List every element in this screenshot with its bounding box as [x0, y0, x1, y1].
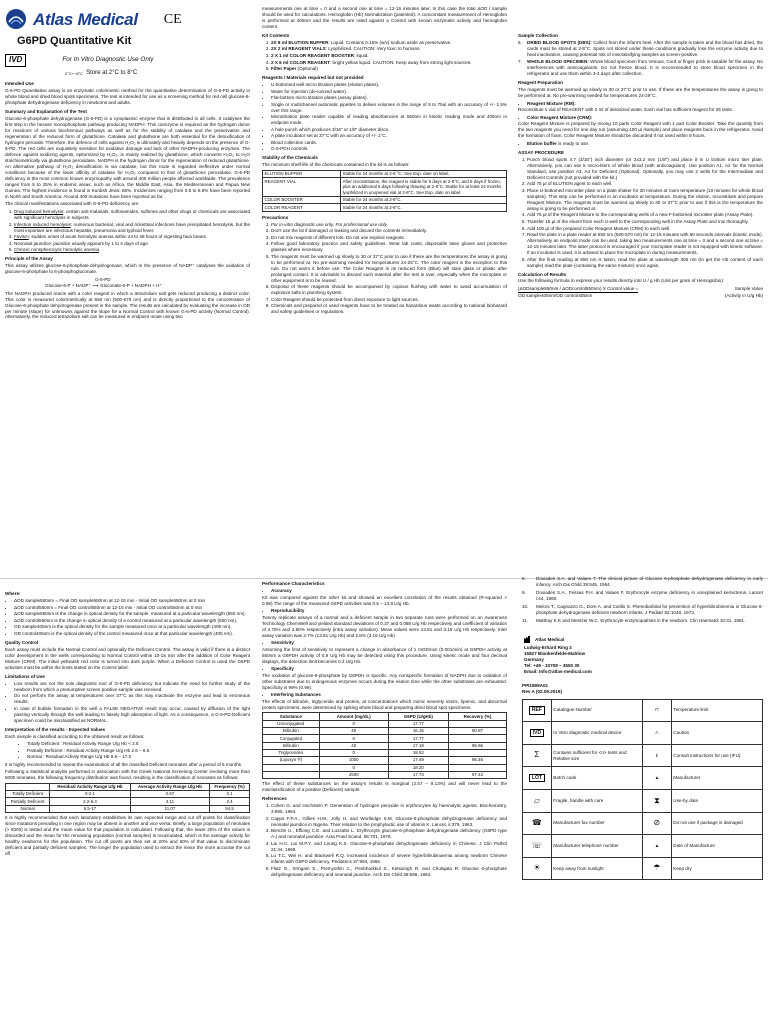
email-line: Email: Info@atlas-medical.com	[524, 668, 592, 674]
list-item: • Do not perform the assay at temperatures over 37°C as this may inactivate the enzyme and lead to erroneous results.	[14, 693, 250, 705]
interfering-text: The effects of bilirubin, triglyceride and protein, at concentrations which mimic severely icteric, lipemic, and abnormal protein specimens, were determined by spiking whole blood and preparing dried blood spot specimens.	[262, 698, 507, 710]
symbols-table	[522, 699, 763, 881]
table-row: REAGENT VIAL After reconstitution, the reagent is stable for 5 days at 2-8°C, and 5 days if frozen, plus an additional 5 days following thawing at 2-8°C. Stable for at least 24 months lyophilized in unopened vial at 2-8°C. See Exp. date on label.	[263, 178, 507, 197]
telephone-icon: ☏	[523, 835, 552, 858]
performance-heading: Performance Characteristics	[262, 581, 325, 586]
list-item: 2. Don't use the kit if damaged or leaking and discard the contents immediately.	[271, 228, 507, 234]
list-item: • Flat-bottom micro titration plates (assay plates).	[271, 95, 507, 101]
table-row: REF Catalogue Number ⊓ Temperature limit	[523, 699, 763, 722]
interp-paragraph-2: It is highly recommended to repeat the examination of all the classified Deficient neonates after a period of 6 months.	[5, 761, 243, 767]
list-item: • Specificity	[271, 666, 507, 672]
qc-paragraph: Each assay must include the Normal Control and optionally the Deficient Control. The assay is valid if there is a distinct color development in the wells corresponding to Normal Control within 10-15 min after the addition of Color Reagent Mixture (CRM). The initial yellowish red color is turned into dark purple. When a Deficient Control is used the G6PD activities must be within the limits stated on the Control label.	[5, 646, 250, 670]
list-item: 5. Transfer 15 µl of the eluent from each U-well to the corresponding well in the Assay Plate and mix thoroughly.	[527, 219, 763, 225]
list-item: • Sensitivity	[271, 640, 507, 646]
list-item: 7. Color Reagent should be protected from direct exposure to light sources.	[271, 297, 507, 303]
table-row: Partially Deficient 2.2-6.4 4.11 2.4	[6, 798, 250, 805]
list-item: • ΔOD control550nm is the change in optical density of a control measured at a particular wavelength (550 nm).	[14, 618, 250, 624]
principle-heading: Principle of the Assay	[5, 256, 53, 262]
where-heading: Where:	[5, 591, 21, 596]
manifestations-list	[5, 209, 250, 253]
table-row: Unconjugated 0 17.77	[263, 720, 507, 727]
list-item: • OD sample405nm is the optical density for the sample measured once at a particular wavelength (405 nm).	[14, 624, 250, 630]
limitations-heading: Limitations of Use	[5, 673, 45, 679]
list-item: 5. Lu T.C, Wei H. and Blackwell R.Q. Increased incidence of severe hyperbilirubinaemia among newborn Chinese infants with G6PD deficiency. Pediatrics 37:994, 1966	[271, 853, 507, 865]
stability-table	[262, 170, 507, 212]
list-item: • ΔOD sample550nm is the change in optical density for the sample, measured at a particular wavelength (550 nm).	[14, 611, 250, 617]
table-row: Triglycerides 0 18.52	[263, 749, 507, 756]
kit-contents-heading: Kit Contents	[262, 32, 290, 38]
table-row: ELUTION BUFFER Stable for 24 months at 2-8 °C. See Exp. date on label.	[263, 170, 507, 177]
ref-icon: REF	[529, 706, 545, 715]
table-header: Residual Activity Range U/g Hb Average Activity Range U/g Hb Frequency (%)	[6, 783, 250, 790]
list-item: • ΔOD sample550nm = Final OD sample550nm at 12-15 min - Initial OD sample550nm at 0 min	[14, 598, 250, 604]
table-row: ☎ Manufacturer fax number ⊘ Do not use if package is damaged	[523, 812, 763, 835]
summary-paragraph: Glucose-6-phosphate dehydrogenase (G-6-PD) is a cytoplasmic enzyme that is distributed in all cells. It catalyses the first step in the hexose monophosphate pathway producing NADPH. This coenzyme is required as the hydrogen donor for reactions of various biochemical pathways as well as for the stability of catalase and the preservation and regeneration of the reduced form of glutathione. Catalase and glutathione are both essential for the detoxification of hydrogen peroxide. Therefore, the defence of cells against H₂O₂ is ultimately and heavily depends on the presence of G-6-PD. The red cells are exquisitely sensitive for oxidative damage and lack of other NADPH-producing enzymes. The defence against oxidizing agents, epitomized by H₂O₂, is mainly realized by glutathione, which converts H₂O₂ to H₂O stoichiometrically via glutathione peroxidase. NADPH is the hydrogen donor for the regeneration of reduced glutathione. An alternative pathway of H₂O₂ detoxification is via catalase, but this route is regarded ineffective under normal conditions because of the lower affinity of catalase for H₂O₂ compared to that of glutathione peroxidase. G-6-PD deficiency is the most common known enzymopathy with around 400 million people affected worldwide. The prevalence ranges from 5 to 25% in endemic areas, such as Africa, the Middle East, Asia, the Mediterranean and Papua New Guinea. The highest incidence is found in Kurdish Jews: 65%. Incidences ranging from 0.5 to 6.9% have been reported in North and South America. Around 400 mutations have been reported as far.	[5, 116, 250, 199]
interp-paragraph-3: Following a statistical analysis performed in association with the Greek National Screening Center involving more than 5000 neonates, the following frequency distribution was found, resulting in the classification of neonates as follows:	[5, 769, 250, 781]
interp-paragraph: Each sample is classified according to the obtained result as follows:	[5, 733, 145, 739]
stability-intro: The minimum shelf-life of the chemicals contained in the kit is as follows:	[262, 162, 410, 168]
list-item: • Partially Deficient : Residual Activity Range U/g Hb 2.6 – 6.5	[27, 748, 250, 754]
ivd-symbol: IVD	[5, 54, 26, 66]
list-item: 4. Follow good laboratory practice and safety guidelines. Wear lab coats, disposable latex gloves and protective glasses where necessary.	[271, 241, 507, 253]
table-row: Conjugated 0 17.77	[263, 735, 507, 742]
hourglass-icon: ⧗	[642, 789, 671, 812]
caution-icon: ⚠	[642, 722, 671, 745]
prep-paragraph: The reagents must be warmed up slowly to 30 or 37°C prior to use. If these are the temperatures the assay is going to be performed at. No pre-warming needed for temperatures 24-29°C.	[518, 87, 763, 99]
column-6	[522, 576, 763, 1022]
perf-list	[262, 608, 507, 614]
list-item: • Low results are not the sole diagnostic tool of G-6-PD deficiency but indicate the need for further study of the newborn from which a presumptive screen positive sample was received.	[14, 681, 250, 693]
list-item: 4. Lai H.C. Lai M.P.Y. and Leung K.S. Glucose-6-phosphate dehydrogenase deficiency in Chinese. J Clin Pathol 21:44, 1968.	[271, 841, 507, 853]
list-item: 2. Add 75 µl of ELUTION agent to each well.	[527, 181, 763, 187]
limitations-list	[5, 681, 250, 724]
list-item: • Interfering Substances	[271, 692, 507, 698]
list-item: 8. Chemicals and prepared or used reagents have to be treated as hazardous waste according to national biohazard and safety guidelines or regulations.	[271, 303, 507, 315]
lot-icon: LOT	[529, 774, 545, 783]
list-item: • Color Reagent Mixture (CRM):	[527, 115, 763, 121]
interpretation-heading: Interpretation of the results - Expected Values	[5, 726, 106, 732]
prep-list	[518, 101, 763, 107]
enzyme-label: G-6-PD	[95, 276, 111, 282]
list-item: • Blood collection cards.	[271, 140, 507, 146]
ivd-icon: IVD	[530, 729, 544, 738]
references-heading: References	[262, 796, 287, 802]
storage-row	[65, 70, 250, 78]
summary-heading: Summary and Explanation of the Test	[5, 109, 87, 115]
intended-use-heading: Intended Use	[5, 81, 34, 87]
interp-list	[5, 741, 250, 760]
sample-item: 7. WHOLE BLOOD SPECIMEN: Whole blood specimen from Venous, Cord or finger prick is suitable for the assay. No interferences with anticoagulants. Do not freeze blood. It is recommended to store blood specimen in the refrigerator and use them within 3-4 days after collection.	[518, 59, 763, 77]
column-1	[5, 8, 250, 573]
reference-item: 9. Doxiades S.A., Fessas P.H. and Valaes F. Erythrocyte enzyme deficiency in unexplained kernicterus. Lancet i:44, 1960.	[522, 589, 763, 601]
arrow-icon: ⟶	[92, 282, 101, 288]
list-item: • OD control405nm is the optical density of the control measured once at that particular wavelength (405 nm).	[14, 631, 250, 637]
atlas-logo-icon	[5, 8, 27, 32]
assay-steps	[518, 157, 763, 269]
crm-text: Color Reagent Mixture is prepared by mixing 10 parts Color Reagent with 1 part Color Booster. Take the quantity from the two reagents you need for one day run (assuming 100 µl /sample) and place reagents back in the refrigerator. Avoid the formation of foam. Color Reagent Mixture should be discarded if not used within 8 hours.	[518, 121, 763, 139]
manufacturer-block	[524, 636, 763, 675]
list-item: • Reproducibility	[271, 608, 507, 614]
list-item: 3. Bienzle U., Effiong C.E. and Luzzatto L. Erythrocyte glucose-6-phosphate dehydrogenase deficiency (G6PD type A-) and neonatal jaundice. Acta Poed Scand. 65:701, 1976.	[271, 828, 507, 840]
reference-item: 11. Matthay K.K and Mentzer W.C. Erythrocyte enzymopathies in the newborn. Clin Haematol 10:31, 1981.	[522, 617, 746, 623]
sample-collection-heading: Sample Collection	[518, 33, 558, 38]
revision: Rev A (02.09.2019)	[522, 688, 563, 694]
list-item: 2. 2X 2 ml REAGENT VIALS: Lyophilized. CAUTION: Very toxic to humans.	[271, 46, 507, 52]
prep-list-3	[518, 141, 763, 147]
reaction-equation: G-6-PD Glucose-6-P + NADP⁺ ⟶ Gluconate-6-P + NADPH + H⁺	[45, 277, 250, 289]
list-item: • U-bottomed well micro titration plates (elution plates).	[271, 82, 507, 88]
column-4	[5, 588, 250, 1022]
list-item: • Totally Deficient : Residual Activity Range U/g Hb < 2.5	[27, 741, 250, 747]
table-row: Σ Contains sufficient for <n> tests and Relative size ℹ Consult instructions for use (IFU)	[523, 744, 763, 767]
list-item: • Single or multichannel automatic pipettes to deliver volumes in the range of 5 to 75ul with an accuracy of +/- 1.5% over this range.	[271, 102, 507, 114]
table-row: ▱ Fragile, handle with care ⧗ Use-by date	[523, 789, 763, 812]
list-item: 3. Favism: sudden onset of acute hemolytic anemia within 24 to 48 hours of ingesting fava beans.	[14, 234, 250, 240]
umbrella-icon: ☂	[642, 857, 671, 880]
table-row: IVD In Vitro diagnostic medical device ⚠ Caution	[523, 722, 763, 745]
assay-procedure-heading: ASSAY PROCEDURE	[518, 149, 564, 155]
list-item: 1. For in-vitro diagnostic use only. For professional use only.	[271, 222, 507, 228]
stability-heading: Stability of the Chemicals	[262, 155, 318, 161]
list-item: 6. Add 100 µl of the prepared Color Reagent Mixture (CRM) to each well.	[527, 226, 763, 232]
list-item: • Accuracy	[271, 588, 507, 594]
list-item: 6. Disposal of these reagents should be accompanied by copious flushing with water to avoid accumulation of explosive salts in plumbing system.	[271, 284, 507, 296]
summary-paragraph-2: The clinical manifestations associated with G-6-PD deficiency are:	[5, 201, 140, 207]
address-line: 15827 Blankenfelde-Mahlow	[524, 650, 586, 656]
table-row: Bilirubin 40 16.15 90.87	[263, 727, 507, 734]
continued-text: measurements one at time = 0 and a second one at time = 12-15 minutes later. In this case the total ΔOD / sample should be used for calculations. Hemoglobin (Hb) Normalization (patented): A concomitant measurement of Hemoglobin is performed at 405nm and the results are rated against a Control with known enzymatic activity and hemoglobin content.	[262, 6, 507, 29]
intended-use-text: G-6-PD Quantitative assay is an enzymatic colorimetric method for the quantitative determination of G-6-PD activity in whole blood and dried blood spots specimens. The test is intended for use as a screening method for red cell glucose-6-phosphate dehydrogenase deficiency in newborns and adults.	[5, 88, 250, 106]
interference-table	[262, 712, 507, 779]
kit-contents-list	[262, 40, 507, 72]
list-item: 1. Drug induced hemolysis: certain anti-malarials, sulfonamides, sulfones and other drugs or chemicals are associated with significant hemolysis in subjects.	[14, 209, 250, 221]
prep-list-2	[518, 115, 763, 121]
list-item: 5. Chronic nonspherocytic hemolytic anemia.	[14, 247, 250, 253]
specificity-text: The oxidation of glucose-6-phosphate by G6PDH is specific. Any nonspecific formation of NADPH due to oxidation of other substrates due to endogenous enzymes occurs during the elution time while the other substrates are exhausted. Specificity is 99% (0.99).	[262, 672, 507, 690]
precautions-heading: Precautions	[262, 214, 289, 220]
list-item: • A hole punch which produces 3/16" or 1/8" diameter discs.	[271, 127, 507, 133]
address-line: Ludwig-Erhard Ring 3	[524, 644, 572, 650]
sigma-icon: Σ	[523, 744, 552, 767]
table-row: Totally Deficient 0-2.1 0.67 3.1	[6, 791, 250, 798]
info-icon: ℹ	[642, 744, 671, 767]
rm-text: Reconstitute 1 vial of REAGENT with 2 ml of deionized water. Each vial has sufficient reagent for 25 tests.	[518, 107, 734, 113]
table-row: LOT Batch code ▲ Manufacturer	[523, 767, 763, 790]
list-item: 1. Punch blood spots 4.7 (3/16") inch diameter (or 2x3.2 mm (1/8") and place it in U bottom micro titer plate. Alternatively, you can use 5 micro-liters of whole blood (with anticoagulant). Use position A1, A2 for the Normal Standard, use position A3, A4 for Deficient (Optional). Optionally, you may use 2 wells for the Intermediate and Deficient Controls (not provided with the kit.)	[527, 157, 763, 181]
formula: (ΔODsample550nm / ΔODcontrol550nm) X Control value = Sample Value OD sample405nm/OD control405nm (Activity in U/g Hb)	[518, 286, 763, 298]
list-item: • G-6-PDH controls.	[271, 146, 507, 152]
address-line: Germany	[524, 656, 544, 662]
interp-paragraph-4: It is highly recommended that each laboratory establishes its own expected range and cut off points for classification since mutations prevailing in one region may be absent in another and vice versa. Briefly, a large population of neonates (> 5000) is tested and the mean value for that population is calculated. Following that, the lower 20% of the values is discarded and the mean for the remaining population (normal samples) is recalculated, which is the average activity for healthy newborns for this population. The cut off points are then set at 20% and 60% of that value to discriminate deficient and partially deficient samples. The longer the population used to extract the mean the more accurate the cut off	[5, 815, 250, 856]
company-name: Atlas Medical	[535, 637, 565, 643]
principle-paragraph: This assay utilizes glucose-6-phosphate-dehydrogenase, which in the presence of NADP⁺ catalyses the oxidation of glucose-6-phosphate to 6-phosphogluconate.	[5, 263, 250, 275]
table-row: COLOR REAGENT Stable for 24 months at 2-8°C.	[263, 204, 507, 211]
manufacturer-icon	[524, 636, 532, 645]
manufacturer-icon: ▲	[642, 767, 671, 790]
list-item: 1. 2X 8 ml ELUTION BUFFER: Liquid. Contains 0.15% (w/v) sodium azide as preservative.	[271, 40, 507, 46]
list-item: 2. Infection induced hemolysis: numerous bacterial, viral and rickettsial infections have precipitated hemolysis, but the most important are infectious hepatitis, pneumonia and typhoid fever.	[14, 222, 250, 234]
table-row: ☀ Keep away from sunlight ☂ Keep dry	[523, 857, 763, 880]
references-list	[262, 803, 507, 878]
table-row: (Lipoxyn ®) 1000 17.49 95.46	[263, 757, 507, 764]
list-item: 1. Cohen G. and Hochstein P. Generation of hydrogen peroxide in erythrocytes by haemolytic agents. Biochemistry, 3:895, 1964.	[271, 803, 507, 815]
sample-item: 6. DRIED BLOOD SPOTS (DBS): Collect from the infant's heel. After the sample is taken and the blood has dried, the cards must be stored at 2-8°C. Spots not stored under these conditions gradually lose the enzyme activity due to heat inactivation, causing potential risk of misclassifying samples as screen-positive.	[518, 39, 763, 57]
list-item: 3. Place U-bottomed microtiter plate on a plate shaker for 30 minutes at room temperature (10 minutes for whole blood samples). This step can be performed in an incubator at temperature. During the elution, reconstitute and prepare Reagent Mixture. The reagents must be warmed up slowly to 30 or 37°C prior to use if this is the temperature the assay is going to be performed at.	[527, 188, 763, 212]
table-row: 2500 17.73 97.43	[263, 771, 507, 778]
list-item: • A plate incubator set at 37°C with an accuracy of +/- 1°C.	[271, 133, 507, 139]
list-item: 2. Capps F.P.A., Gillies H.M., Jolly H. and Worlledge S.M. Glucose-6-phosphate dehydrogenase deficiency and neonatal jaundice in Nigeria. Their relation to the prophylactic use of vitamin K. Lancet, ii:379, 1963.	[271, 816, 507, 828]
list-item: 5. The reagents must be warmed up slowly to 30 or 37°C prior to use if these are the temperatures the assay is going to be performed at. No pre-warming needed for temperatures 24-25°C. The color reagent is the exception to this rule. Do not warm it before use. The Color Reagent in its reduced form (Blue) will stain glass or plastic after prolonged contact. It is advisable to discard such material after the test is over, especially when the microplate or other equipment is to be reused.	[271, 254, 507, 284]
list-item: • Elution buffer is ready to use.	[527, 141, 763, 147]
calc-paragraph: Use the following formula to express your results directly into U / g Hb (Unit per gram of Hemoglobin):	[518, 278, 725, 284]
list-item: 4. Add 75 µl of the Reagent Mixture to the corresponding wells of a new F-bottomed microtiter plate (Assay Plate).	[527, 212, 763, 218]
materials-heading: Reagents / Materials required but not provided	[262, 75, 364, 81]
list-item: 8. After the final reading at 550 nm is taken, read the plate at wavelength 405 nm (to get the Hb content of each sample) read the plate (containing the same mixture) once again.	[527, 257, 763, 269]
phone-line: Tel: +49 - 33708 – 3550 30	[524, 662, 580, 668]
damaged-package-icon: ⊘	[642, 812, 671, 835]
ivd-row	[5, 54, 250, 66]
sunlight-icon: ☀	[523, 857, 552, 880]
column-5	[262, 578, 507, 1022]
reference-item: 8. Doxiades S.A. and Valaes T. The clinical picture of Glucose 6-phosphate dehydrogenase deficiency in early infancy. Arch Dis Child 39:545, 1964.	[522, 576, 763, 587]
table-header: Substance Amount (mg/dL) G6PD (U/gHb) Recovery (%)	[263, 713, 507, 720]
list-item: • Reagent Mixture (RM):	[527, 101, 763, 107]
fax-icon: ☎	[523, 812, 552, 835]
reference-item: 10. Meloni T., Cagnazzo G., Dore A. and Cutillo S. Phenobarbital for prevention of hyperbilirubinemia in Glucose 6-phosphate dehydrogenase deficient newborn infants. J Pediatr 82:1048, 1973.	[522, 603, 763, 615]
table-row: ☏ Manufacturer telephone number ▲ Date of Manufacture	[523, 835, 763, 858]
list-item: 6. Flatz G., Sringam S., Premyothin C., Penbharkkul S., Ketsuingh R. and Chulajata R. Glucose 6-phosphate dehydrogenase deficiency and neonatal jaundice. Arch Dis Child 38:566, 1963.	[271, 866, 507, 878]
accuracy-text: Kit was compared against the other kit and showed an excellent correlation of the results obtained (R-squared > 0.99).The range of the measured G6PD activities was 0.5 – 13.8 U/g Hb.	[262, 594, 507, 606]
precautions-list	[262, 222, 507, 316]
list-item: • In case of bubble formation in the well a FALSE NEGATIVE result may occur, caused by diffusion of the light passing vertically through the well leading to falsely high absorption of light. As a consequence, a G-6-PD Deficient specimen could be misclassified as NORMAL.	[14, 706, 250, 724]
list-item: 5. Filter Paper (Optional)	[271, 66, 507, 72]
perf-list	[262, 640, 507, 646]
temperature-limit-icon: ⊓	[642, 699, 671, 722]
interfering-text-2: The effect of these substances on the assay's results is marginal (2.57 – 9.13%) and will never lead to the misclassification of a positive (Deficient) sample.	[262, 781, 507, 793]
list-item: 3. 2 X 1 ml COLOR REAGENT BOOSTER: liquid.	[271, 53, 507, 59]
perf-list	[262, 692, 507, 698]
reproducibility-text: Twenty replicate assays of a normal and a deficient sample in two separate runs were performed on an Awareness Technology ChemWell and yielded standard deviations of 0.37 and 0.088 U/g Hb respectively and coefficient of variation of 2.75% and 2.80% respectively (intra assay variation). Mean values were 13.81 and 3.16 U/g Hb respectively. Inter assay variation was 2.7% (13.81 U/g Hb) and 2.8% (3.16 U/g Hb)	[262, 614, 507, 638]
header	[5, 8, 250, 32]
perf-list	[262, 666, 507, 672]
column-3	[518, 30, 763, 575]
list-item: 4. 2 X 6 ml COLOR REAGENT: bright yellow liquid. CAUTION: Keep away from strong light sources.	[271, 60, 507, 66]
list-item: • Water for injection (de-ionized water).	[271, 89, 507, 95]
page-title: G6PD Quantitative Kit	[17, 34, 132, 47]
list-item: 7. Read the plate in a plate reader at 550 nm (500-570 nm) for 12-15 minutes with 60 seconds intervals (kinetic mode). Alternatively an endpoint mode can be used, taking two measurements one at time = 0 and a second one at time = 12-15 minutes later. The latter protocol is encouraged if your microplate reader is not equipped with kinetic software. If an incubator is used, it is advised to place the microplate in during measurements.	[527, 232, 763, 256]
list-item: • Normal : Residual Activity Range U/g Hb 6.6 – 17.0	[27, 754, 250, 760]
column-2	[262, 6, 507, 574]
date-of-manufacture-icon: ▲	[642, 835, 671, 858]
list-item: 4. Neonatal jaundice: jaundice usually appears by 1 to 4 days of age.	[14, 241, 250, 247]
list-item: 3. Do not mix reagents of different lots. Do not use expired reagents.	[271, 235, 507, 241]
ce-mark: CE	[163, 11, 182, 27]
sensitivity-text: Assuming the limit of sensitivity to represent a change in absorbance of 1 mOD/min (0.001/min) at G6PDH activity at 550nm a G6PDH activity of 0.9 U/g Hb may be detected using this procedure. Using kinetic mode and four decimal displays, the detection limit becomes 0.3 U/g Hb.	[262, 646, 507, 664]
subtitle: For In Vitro Diagnostic Use Only	[62, 56, 154, 64]
temperature-icon: 2°C⌐¬8°C	[65, 70, 84, 76]
storage-text: Store at 2°C to 8°C	[86, 69, 138, 76]
table-row: 0 18.20	[263, 764, 507, 771]
where-list	[5, 598, 250, 637]
frequency-table	[5, 783, 250, 813]
reagent-preparation-heading: Reagent Preparation	[518, 80, 563, 86]
list-item: • Microtitration plate reader capable of reading absorbencies at 550nm in kinetic reading mode and 405nm in endpoint mode.	[271, 114, 507, 126]
perf-list	[262, 588, 507, 594]
document-code: PPI1899A01	[522, 682, 549, 688]
calculation-heading: Calculation of Results	[518, 271, 567, 277]
materials-list	[262, 82, 507, 152]
brand-name: Atlas Medical	[33, 9, 138, 29]
principle-paragraph-2: The NADPH produced reacts with a color reagent in which a tetrazolium salt gets reduced producing a distinct color. This color is measured colorimetrically at 550 nm (500-570 nm) and is directly proportional to the concentration of Glucose-6-phosphate dehydrogenase present in the sample. The results are calculated by evaluating the increase in OD per minute (slope) for unknowns against the slope for a Normal Control with known G-6-PD activity (Normal Control). Alternatively, the reduced tetrazolium salt can be measured in endpoint mode using two	[5, 290, 250, 320]
list-item: • ΔOD control550nm = Final OD control550nm at 12-15 min - Initial OD control550nm at 0 min	[14, 605, 250, 611]
quality-control-heading: Quality Control	[5, 639, 39, 645]
table-row: COLOR BOOSTER Stable for 24 months at 2-8°C.	[263, 197, 507, 204]
fragile-icon: ▱	[523, 789, 552, 812]
table-row: Normal 6.5-17 11.07 94.5	[6, 805, 250, 812]
table-row: Bilirubin 40 17.18 96.66	[263, 742, 507, 749]
